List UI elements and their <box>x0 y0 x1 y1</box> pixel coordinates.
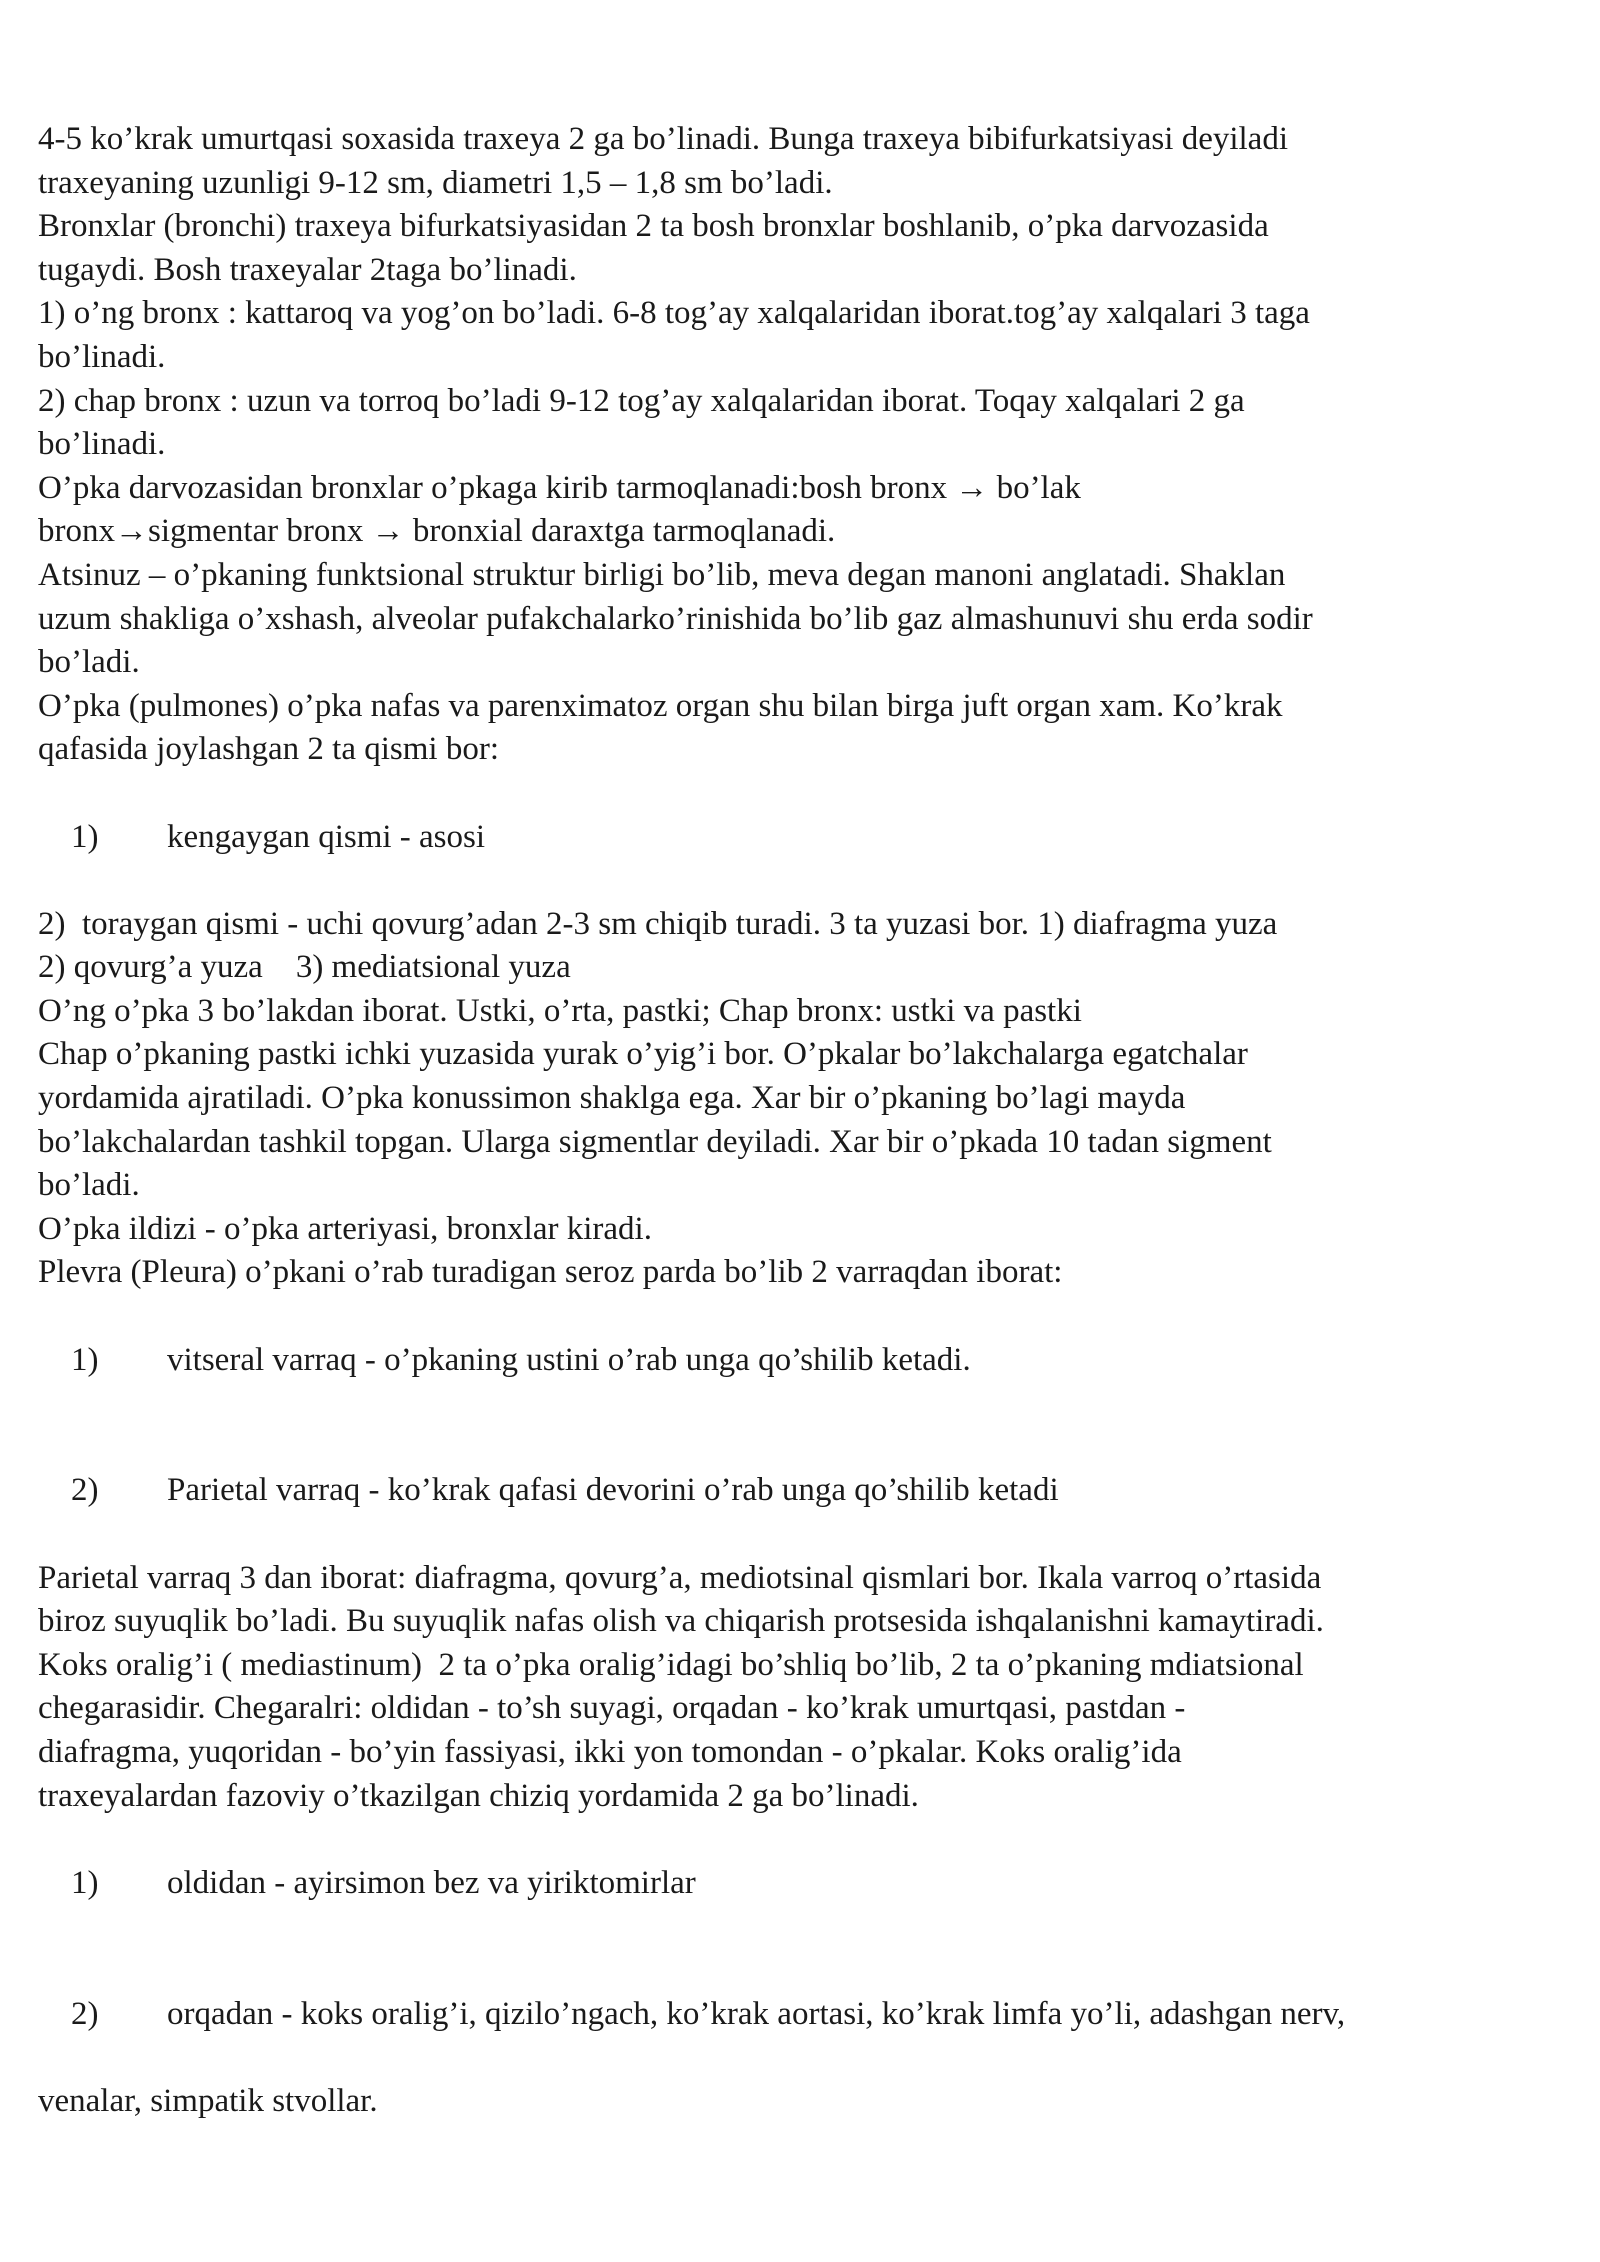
text-line: bronx→sigmentar bronx → bronxial daraxtga tarmoqlanadi. <box>38 513 836 550</box>
list-text: oldidan - ayirsimon bez va yiriktomirlar <box>167 1864 696 1901</box>
text-line: chegarasidir. Chegaralri: oldidan - to’sh suyagi, orqadan - ko’krak umurtqasi, pastdan - <box>38 1690 1186 1727</box>
list-item <box>38 1426 1568 1557</box>
text-line: venalar, simpatik stvollar. <box>38 2082 378 2119</box>
text-line: bo’linadi. <box>38 338 166 375</box>
text-line: Koks oralig’i ( mediastinum) 2 ta o’pka oralig’idagi bo’shliq bo’lib, 2 ta o’pkaning mdiatsional <box>38 1646 1304 1683</box>
list-number: 1) <box>71 818 99 855</box>
text-line: Parietal varraq 3 dan iborat: diafragma, qovurg’a, mediotsinal qismlari bor. Ikala varroq o’rtasida <box>38 1559 1322 1596</box>
text-line: diafragma, yuqoridan - bo’yin fassiyasi, ikki yon tomondan - o’pkalar. Koks oralig’ida <box>38 1733 1182 1770</box>
text-line: O’pka ildizi - o’pka arteriyasi, bronxlar kiradi. <box>38 1210 652 1247</box>
text-line: biroz suyuqlik bo’ladi. Bu suyuqlik nafas olish va chiqarish protsesida ishqalanishni kamaytiradi. <box>38 1603 1324 1640</box>
text-line: 2) chap bronx : uzun va torroq bo’ladi 9-12 tog’ay xalqalaridan iborat. Toqay xalqalari 2 ga <box>38 382 1245 419</box>
text-line: O’pka darvozasidan bronxlar o’pkaga kirib tarmoqlanadi:bosh bronx → bo’lak <box>38 469 1081 506</box>
text-line: uzum shakliga o’xshash, alveolar pufakchalarko’rinishida bo’lib gaz almashunuvi shu erda sodir <box>38 600 1313 637</box>
text-line: O’pka (pulmones) o’pka nafas va parenximatoz organ shu bilan birga juft organ xam. Ko’krak <box>38 687 1283 724</box>
list-text: vitseral varraq - o’pkaning ustini o’rab unga qo’shilib ketadi. <box>167 1341 971 1378</box>
text-line: Atsinuz – o’pkaning funktsional struktur birligi bo’lib, meva degan manoni anglatadi. Shaklan <box>38 556 1286 593</box>
list-number: 2) <box>71 1995 99 2032</box>
text-line: traxeyaning uzunligi 9-12 sm, diametri 1,5 – 1,8 sm bo’ladi. <box>38 164 833 201</box>
list-item <box>38 1949 1568 2080</box>
list-item <box>38 772 1568 903</box>
text-line: 4-5 ko’krak umurtqasi soxasida traxeya 2 ga bo’linadi. Bunga traxeya bibifurkatsiyasi deyiladi <box>38 121 1288 157</box>
text-line: 2) toraygan qismi - uchi qovurg’adan 2-3 sm chiqib turadi. 3 ta yuzasi bor. 1) diafragma yuza <box>38 905 1278 942</box>
text-line: Chap o’pkaning pastki ichki yuzasida yurak o’yig’i bor. O’pkalar bo’lakchalarga egatchalar <box>38 1036 1248 1073</box>
text-line: Plevra (Pleura) o’pkani o’rab turadigan seroz parda bo’lib 2 varraqdan iborat: <box>38 1254 1063 1291</box>
list-item <box>38 1818 1568 1949</box>
text-line: qafasida joylashgan 2 ta qismi bor: <box>38 731 499 768</box>
list-number: 2) <box>71 1472 99 1509</box>
text-line: 1) o’ng bronx : kattaroq va yog’on bo’ladi. 6-8 tog’ay xalqalaridan iborat.tog’ay xalqalari 3 taga <box>38 295 1310 332</box>
text-line: bo’lakchalardan tashkil topgan. Ularga sigmentlar deyiladi. Xar bir o’pkada 10 tadan sigment <box>38 1123 1272 1160</box>
list-number: 1) <box>71 1864 99 1901</box>
document-page <box>38 118 1568 2123</box>
text-line: bo’linadi. <box>38 426 166 463</box>
text-line: bo’ladi. <box>38 644 140 681</box>
list-number: 1) <box>71 1341 99 1378</box>
text-line: Bronxlar (bronchi) traxeya bifurkatsiyasidan 2 ta bosh bronxlar boshlanib, o’pka darvozasida <box>38 208 1269 245</box>
text-line: yordamida ajratiladi. O’pka konussimon shaklga ega. Xar bir o’pkaning bo’lagi mayda <box>38 1080 1186 1117</box>
list-text: orqadan - koks oralig’i, qizilo’ngach, ko’krak aortasi, ko’krak limfa yo’li, adashgan nerv, <box>167 1995 1346 2032</box>
text-line: tugaydi. Bosh traxeyalar 2taga bo’linadi. <box>38 251 577 288</box>
list-text: Parietal varraq - ko’krak qafasi devorini o’rab unga qo’shilib ketadi <box>167 1472 1059 1509</box>
list-item <box>38 1295 1568 1426</box>
text-line: bo’ladi. <box>38 1167 140 1204</box>
text-line: O’ng o’pka 3 bo’lakdan iborat. Ustki, o’rta, pastki; Chap bronx: ustki va pastki <box>38 992 1082 1029</box>
text-line: traxeyalardan fazoviy o’tkazilgan chiziq yordamida 2 ga bo’linadi. <box>38 1777 919 1814</box>
list-text: kengaygan qismi - asosi <box>167 818 486 855</box>
text-line: 2) qovurg’a yuza 3) mediatsional yuza <box>38 949 571 986</box>
